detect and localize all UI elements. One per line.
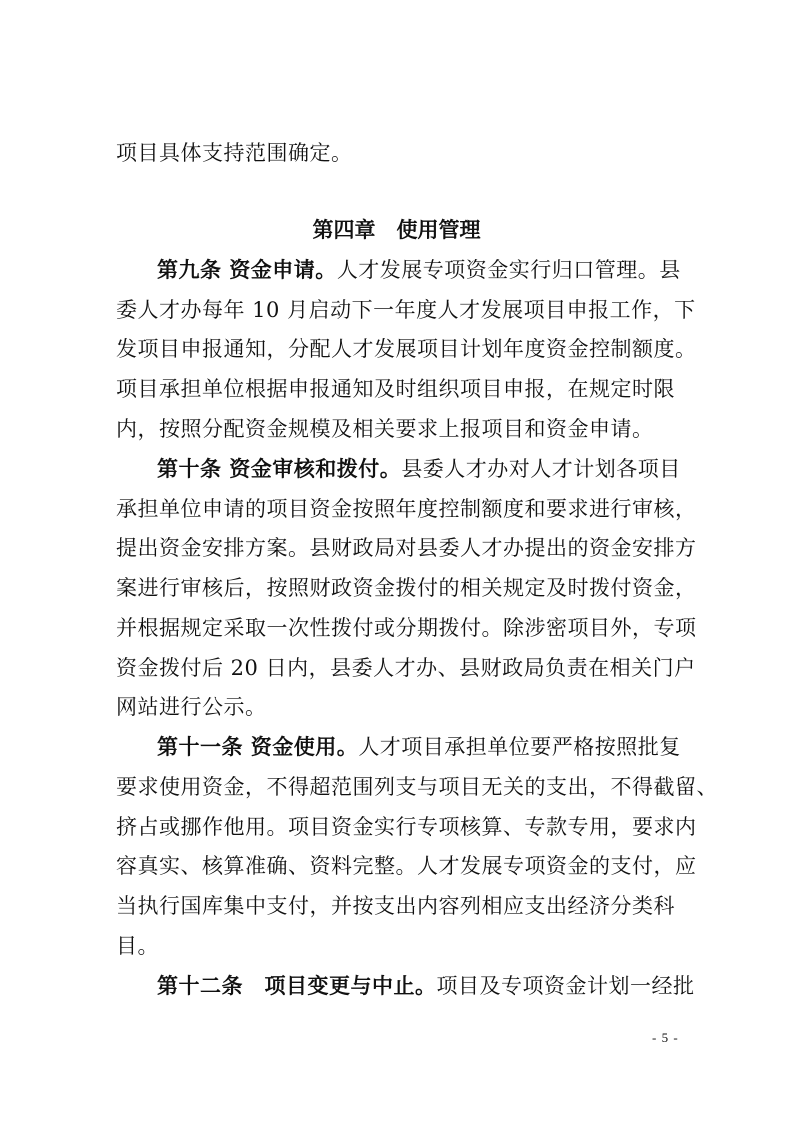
article-text: 县委人才办对人才计划各项目	[401, 457, 681, 481]
body-text-line: 网站进行公示。	[116, 695, 267, 719]
article-text: 人才发展专项资金实行归口管理。县	[336, 258, 681, 282]
article-title: 第十条 资金审核和拨付。	[157, 457, 402, 481]
body-text-line: 项目具体支持范围确定。	[116, 141, 353, 165]
article-paragraph-first-line	[157, 256, 680, 284]
body-text-line: 并根据规定采取一次性拨付或分期拨付。除涉密项目外，专项	[116, 616, 697, 640]
body-text-line: 挤占或挪作他用。项目资金实行专项核算、专款专用，要求内	[116, 815, 697, 839]
body-text-line: 容真实、核算准确、资料完整。人才发展专项资金的支付，应	[116, 854, 697, 878]
body-text-line: 提出资金安排方案。县财政局对县委人才办提出的资金安排方	[116, 536, 697, 560]
body-text-line: 委人才办每年 10 月启动下一年度人才发展项目申报工作，下	[116, 298, 696, 322]
body-text-line: 目。	[116, 934, 159, 958]
body-text-line: 要求使用资金，不得超范围列支与项目无关的支出，不得截留、	[116, 775, 718, 799]
article-text: 人才项目承担单位要严格按照批复	[358, 735, 681, 759]
article-title: 第九条 资金申请。	[157, 258, 337, 282]
body-text-line: 资金拨付后 20 日内，县委人才办、县财政局负责在相关门户	[116, 656, 696, 680]
chapter-heading: 第四章 使用管理	[312, 218, 481, 242]
body-text-line: 项目承担单位根据申报通知及时组织项目申报，在规定时限	[116, 377, 675, 401]
body-text-line: 当执行国库集中支付，并按支出内容列相应支出经济分类科	[116, 894, 675, 918]
body-text-line: 承担单位申请的项目资金按照年度控制额度和要求进行审核，	[116, 497, 697, 521]
article-paragraph-first-line	[157, 733, 680, 761]
article-title: 第十一条 资金使用。	[157, 735, 359, 759]
body-text-line: 发项目申报通知，分配人才发展项目计划年度资金控制额度。	[116, 337, 697, 361]
article-paragraph-first-line	[157, 455, 680, 483]
body-text-line: 案进行审核后，按照财政资金拨付的相关规定及时拨付资金，	[116, 576, 697, 600]
article-title: 第十二条 项目变更与中止。	[157, 974, 437, 998]
body-text-line: 内，按照分配资金规模及相关要求上报项目和资金申请。	[116, 417, 654, 441]
article-text: 项目及专项资金计划一经批	[436, 974, 695, 998]
page-number: - 5 -	[652, 1030, 679, 1045]
article-paragraph-first-line	[157, 972, 695, 1000]
